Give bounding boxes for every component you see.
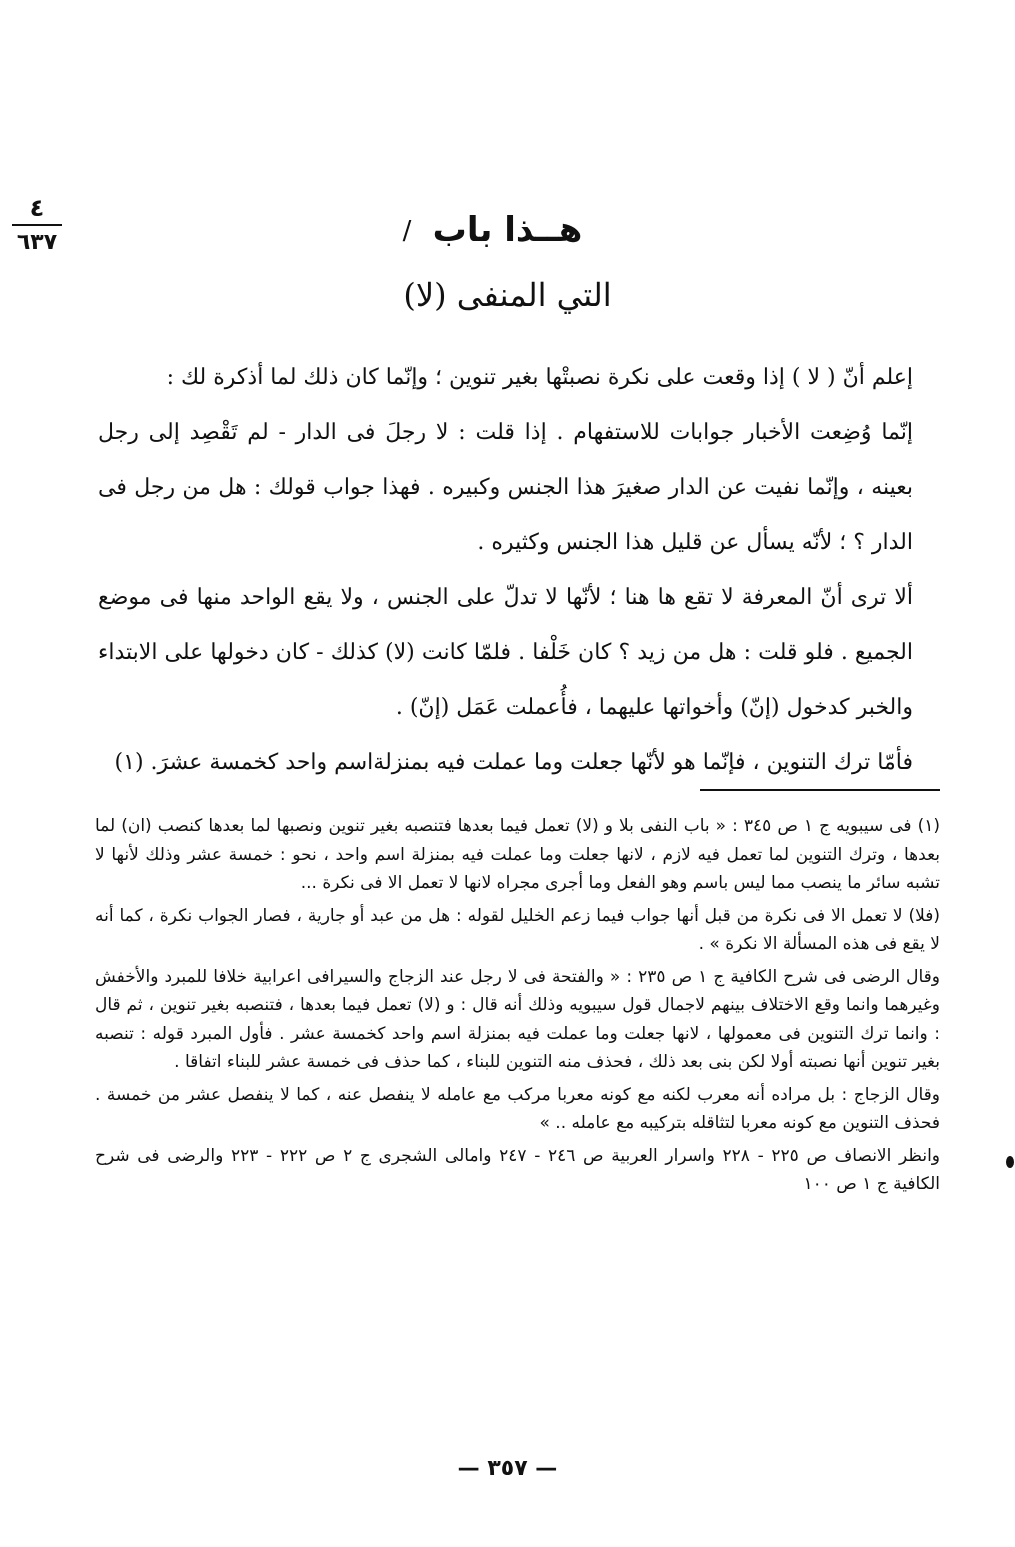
title-mark: / — [402, 216, 412, 246]
margin-reference-bottom: ٦٣٧ — [16, 230, 58, 255]
footnotes — [95, 812, 940, 1203]
footnote-divider — [700, 789, 940, 791]
main-text — [98, 350, 913, 790]
ink-dot — [1006, 1156, 1014, 1168]
paragraph-4: فأمّا ترك التنوين ، فإنّما هو لأنّها جعلت وما عملت فيه بمنزلةاسم واحد كخمسة عشرَ. (١) — [114, 750, 913, 775]
page-number: — ٣٥٧ — — [457, 1456, 558, 1481]
footnote-3: وقال الرضى فى شرح الكافية ج ١ ص ٢٣٥ : « والفتحة فى لا رجل عند الزجاج والسيرافى اعرابية خلافا للمبرد والأخفش وغيرهما وانما وقع الاختلاف بينهم لاجمال قول سيبويه وذلك أنه قال : و (لا) تعمل فيما بعدها ، فتنصبه بغير تنوين ، ثم قال : وانما ترك التنوين فى معمولها ، لانها جعلت وما عملت فيه بمنزلة اسم واحد كخمسة عشر . فأول المبرد قوله : تنصبه بغير تنوين أنها نصبته أولا لكن بنى بعد ذلك ، فحذف منه التنوين للبناء ، كما حذف فى خمسة عشر للبناء اتفاقا . — [95, 966, 941, 1072]
paragraph-1: إعلم أنّ ( لا ) إذا وقعت على نكرة نصبتْها بغير تنوين ؛ وإنّما كان ذلك لما أذكرة لك : — [166, 365, 913, 390]
footnote-5: وانظر الانصاف ص ٢٢٥ - ٢٢٨ واسرار العربية ص ٢٤٦ - ٢٤٧ وامالى الشجرى ج ٢ ص ٢٢٢ - ٢٢٣ والرضى فى شرح الكافية ج ١ ص ١٠٠ — [95, 1145, 940, 1194]
chapter-title — [402, 210, 583, 250]
margin-reference-top: ٤ — [12, 194, 62, 226]
chapter-title-text: هــذا باب — [432, 210, 583, 250]
chapter-subtitle: (لا) التي المنفى — [403, 276, 612, 314]
footnote-4: وقال الزجاج : بل مراده أنه معرب لكنه مع كونه معربا مركب مع عامله لا ينفصل عنه ، كما لا ينفصل عشر من خمسة . فحذف التنوين مع كونه معربا لتثاقله بتركيبه مع عامله .. » — [95, 1084, 940, 1133]
paragraph-2: إنّما وُضِعت الأخبار جوابات للاستفهام . إذا قلت : لا رجلَ فى الدار - لم تَقْصِد إلى رجل بعينه ، وإنّما نفيت عن الدار صغيرَ هذا الجنس وكبيره . فهذا جواب قولك : هل من رجل فى الدار ؟ ؛ لأنّه يسأل عن قليل هذا الجنس وكثيره . — [98, 420, 913, 555]
paragraph-3: ألا ترى أنّ المعرفة لا تقع ها هنا ؛ لأنّها لا تدلّ على الجنس ، ولا يقع الواحد منها فى موضع الجميع . فلو قلت : هل من زيد ؟ كان خَلْفا . فلمّا كانت (لا) كذلك - كان دخولها على الابتداء والخبر كدخول (إنّ) وأخواتها عليهما ، فأُعملت عَمَل (إنّ) . — [98, 585, 913, 720]
footnote-1: (١) فى سيبويه ج ١ ص ٣٤٥ : « باب النفى بلا و (لا) تعمل فيما بعدها فتنصبه بغير تنوين ونصبها لما بعدها كنصب (ان) لما بعدها ، وترك التنوين لما تعمل فيه لازم ، لانها جعلت وما عملت فيه بمنزلة اسم واحد ، نحو : خمسة عشر وذلك لأنها لا تشبه سائر ما ينصب مما ليس باسم وهو الفعل وما أجرى مجراه لانها لا تعمل الا فى نكرة ... — [95, 816, 940, 893]
footnote-2: (فلا) لا تعمل الا فى نكرة من قبل أنها جواب فيما زعم الخليل لقوله : هل من عبد أو جارية ، فصار الجواب نكرة ، كما أنه لا يقع فى هذه المسألة الا نكرة » . — [95, 905, 940, 954]
chapter-heading — [0, 210, 1015, 250]
